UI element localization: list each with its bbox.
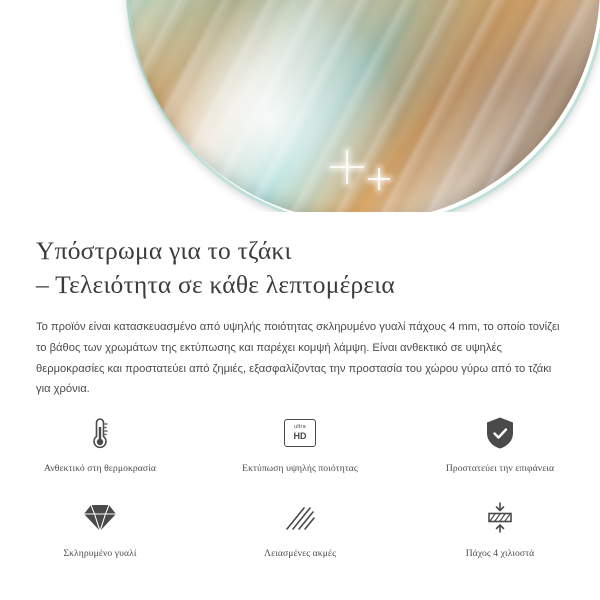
thermometer-icon <box>80 412 120 454</box>
hero-image <box>0 0 600 212</box>
feature-label: Προστατεύει την επιφάνεια <box>445 463 555 474</box>
feature-item-temperature <box>0 408 200 493</box>
feature-item-print-quality <box>200 408 400 493</box>
feature-item-thickness <box>400 493 600 575</box>
feature-item-polished-edges <box>200 493 400 575</box>
feature-item-tempered-glass <box>0 493 200 575</box>
page-title-line-2: – Τελειότητα σε κάθε λεπτομέρεια <box>36 269 395 299</box>
text-content <box>0 212 600 400</box>
page-title-line-1: Υπόστρωμα για το τζάκι <box>36 236 292 265</box>
feature-label: Πάχος 4 χιλιοστά <box>465 548 535 559</box>
feature-grid <box>0 408 600 575</box>
feature-label: Λειασμένες ακμές <box>264 548 336 559</box>
feature-label: Ανθεκτικό στη θερμοκρασία <box>44 463 156 474</box>
shield-check-icon <box>480 412 520 454</box>
feature-item-surface-protection <box>400 408 600 493</box>
ultra-hd-icon <box>280 412 320 454</box>
polished-edges-icon <box>280 497 320 539</box>
ultra-hd-badge-bottom: HD <box>293 430 307 441</box>
page-title <box>0 212 600 301</box>
glass-disc-graphic <box>126 0 600 212</box>
ultra-hd-badge-top: ultra <box>294 424 306 431</box>
diamond-icon <box>80 497 120 539</box>
description-paragraph: Το προϊόν είναι κατασκευασμένο από υψηλής ποιότητας σκληρυμένο γυαλί πάχους 4 mm, το οποίο τονίζει το βάθος των χρωμάτων της εκτύπωσης και παρέχει κομψή λάμψη. Είναι ανθεκτικό σε υψηλές θερμοκρασίες και προστατεύει από ζημιές, εξασφαλίζοντας την προστασία του χώρου γύρω από το τζάκι για χρόνια. <box>36 321 560 396</box>
feature-label: Σκληρυμένο γυαλί <box>63 548 137 559</box>
thickness-arrows-icon <box>480 497 520 539</box>
feature-label: Εκτύπωση υψηλής ποιότητας <box>242 463 358 474</box>
